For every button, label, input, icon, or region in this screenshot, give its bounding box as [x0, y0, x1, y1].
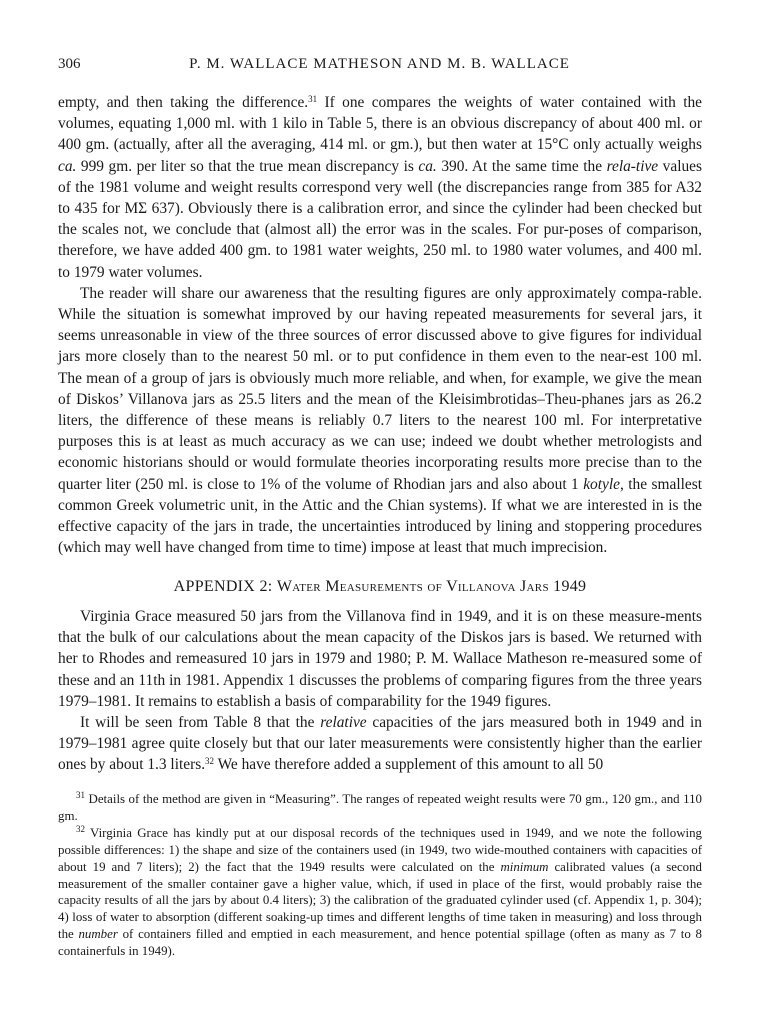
page-number: 306	[58, 56, 81, 72]
body-section-measuring-error	[58, 92, 702, 558]
body-section-appendix-2	[58, 606, 702, 776]
paragraph-table-8: It will be seen from Table 8 that the relative capacities of the jars measured both in 1949 and in 1979–1981 agree quite closely but that our later measurements were consistently higher than the earlier ones by about 1.3 liters.$^{32}$ We have therefore added a supplement of this amount to all 50	[58, 714, 702, 774]
running-head	[58, 56, 701, 76]
footnote-31: $^{31}$ Details of the method are given in “Measuring”. The ranges of repeated weight results were 70 gm., 120 gm., and 110 gm.	[58, 790, 702, 823]
footnote-ref-32: 32	[205, 756, 215, 767]
appendix-2-heading: APPENDIX 2: Water Measurements of Villanova Jars 1949	[173, 578, 587, 595]
running-head-authors: P. M. WALLACE MATHESON AND M. B. WALLACE	[189, 56, 570, 72]
paragraph-comparability: The reader will share our awareness that the resulting figures are only approximately compa-rable. While the situation is somewhat improved by our having repeated measurements for several jars, it seems unreasonable in view of the three sources of error discussed above to give figures for individual jars more closely than to the nearest 50 ml. or to put confidence in them even to the near-est 100 ml. The mean of a group of jars is obviously much more reliable, and when, for example, we give the mean of Diskos’ Villanova jars as 25.5 liters and the mean of the Kleisimbrotidas–Theu-phanes jars as 26.2 liters, the difference of these means is reliably 0.7 liters to the nearest 100 ml. For interpretative purposes this is at least as much accuracy as we can use; indeed we doubt whether metrologists and economic historians should or would formulate theories incorporating results more precise than to the quarter liter (250 ml. is close to 1% of the volume of Rhodian jars and also about 1 kotyle, the smallest common Greek volumetric unit, in the Attic and the Chian systems). If what we are interested in is the effective capacity of the jars in trade, the uncertainties introduced by lining and stoppering procedures (which may well have changed from time to time) impose at least that much imprecision.	[58, 284, 702, 557]
footnotes	[58, 791, 702, 960]
footnote-ref-31: 31	[308, 94, 318, 104]
paragraph-calibration: empty, and then taking the difference.$^{31}$ If one compares the weights of water contained with the volumes, equating 1,000 ml. with 1 kilo in Table 5, there is an obvious discrepancy of about 400 ml. or 400 gm. (actually, after all the averaging, 414 ml. or gm.), but then water at 15°C only actually weighs ca. 999 gm. per liter so that the true mean discrepancy is ca. 390. At the same time the rela-tive values of the 1981 volume and weight results correspond very well (the discrepancies range from 385 for A32 to 435 for MΣ 637). Obviously there is a calibration error, and since the cylinder had been checked but the scales not, we conclude that (almost all) the error was in the scales. For pur-poses of comparison, therefore, we have added 400 gm. to 1981 water weights, 250 ml. to 1980 water volumes, and 400 ml. to 1979 water volumes.	[58, 94, 702, 281]
paragraph-grace-measurements: Virginia Grace measured 50 jars from the Villanova find in 1949, and it is on these measure-ments that the bulk of our calculations about the mean capacity of the Diskos jars is based. We returned with her to Rhodes and remeasured 10 jars in 1979 and 1980; P. M. Wallace Matheson re-measured some of these and an 11th in 1981. Appendix 1 discusses the problems of comparing figures from the three years 1979–1981. It remains to establish a basis of comparability for the 1949 figures.	[58, 608, 702, 710]
footnote-32: $^{32}$ Virginia Grace has kindly put at our disposal records of the techniques used in 1949, and we note the following possible differences: 1) the shape and size of the containers used (in 1949, two wide-mouthed containers with capacities of about 19 and 7 liters); 2) the fact that the 1949 results were calculated on the minimum calibrated values (a second measurement of the smaller container gave a higher value, which, if used in place of the first, would probably raise the capacity results of all the jars by about 0.4 liters); 3) the calibration of the graduated cylinder used (cf. Appendix 1, p. 304); 4) loss of water to absorption (different soaking-up times and different lengths of time taken in measuring) and loss through the number of containers filled and emptied in each measurement, and hence potential spillage (often as many as 7 to 8 containerfuls in 1949).	[58, 823, 703, 959]
